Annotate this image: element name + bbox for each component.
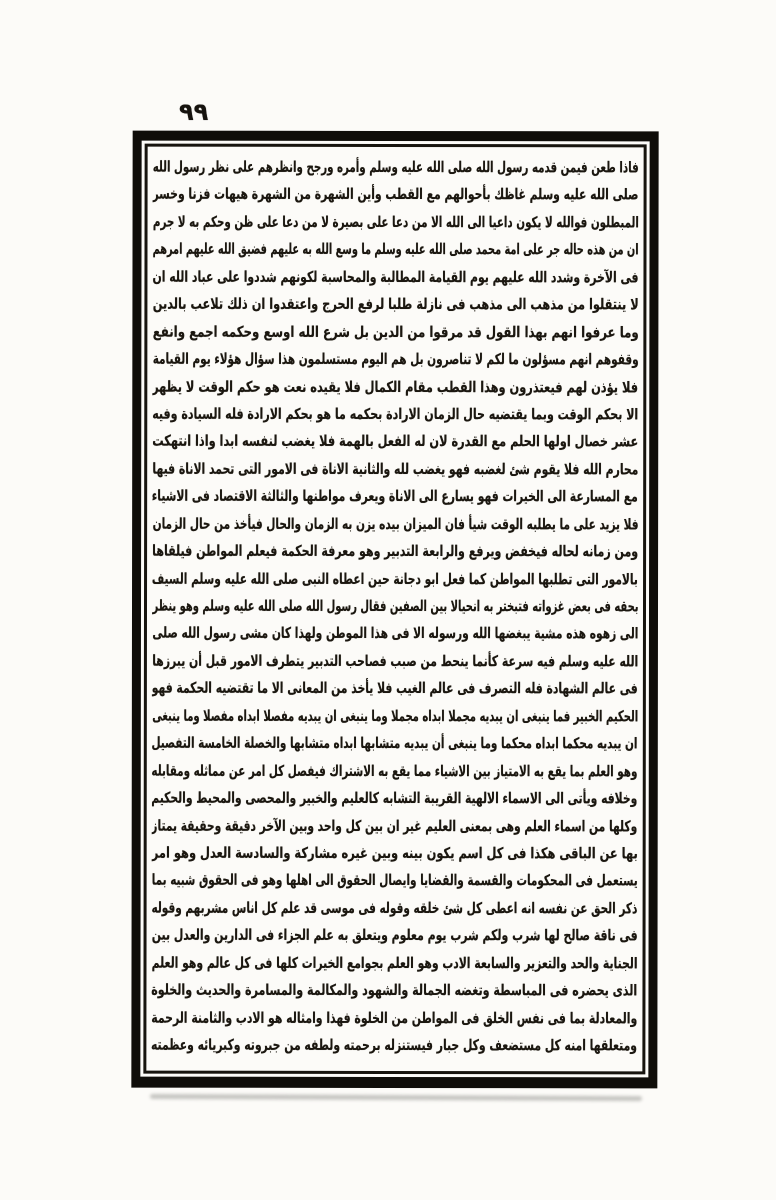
text-line: يستعمل فى المحكومات والقسمة والقضايا وايصال الحقوق الى اهلها وهو فى الحقوق شبيه بما [151,871,638,890]
text-line: ومن زمانه لحاله فيخفض ويرفع والرابعة التدبير وهو معرفة الحكمة فيعلم المواطن فيلقاها [152,541,639,561]
text-line: مع المسارعة الى الخيرات فهو يسارع الى الاناة ويعرف مواطنها والثالثة الاقتصاد فى الاشياء [152,486,639,506]
text-line: فاذا طعن فيمن قدمه رسول الله صلى الله عليه وسلم وأمره ورجح وانظرهم على نظر رسول الله [152,157,639,177]
text-line: لا ينتقلوا من مذهب الى مذهب فى نازلة طلبا لرفع الحرج واعتقدوا ان ذلك تلاعب بالدين [152,294,639,314]
text-line: وهو العلم بما يقع به الامتياز بين الاشياء مما يقع به الاشتراك فيفصل كل امر عن مماثله ومقابله [151,761,638,780]
text-line: وقفوهم انهم مسؤلون ما لكم لا تناصرون بل هم اليوم مستسلمون هذا سؤال هؤلاء يوم القيامة [152,349,639,369]
text-line: الى زهوه هذه مشية يبغضها الله ورسوله الا فى هذا الموطن ولهذا كان مشى رسول الله صلى [151,624,638,643]
text-line: وخلافه ويأتى الى الاسماء الالهية القريبة التشابه كالعليم والخبير والمحصى والمحيط والحكيم [151,788,638,808]
text-line: ذكر الحق عن نفسه انه اعطى كل شئ خلقه وقوله فى موسى قد علم كل اناس مشربهم وقوله [151,898,638,918]
text-line: ومتعلقها امنه كل مستضعف وكل جبار فيستنزله برحمته ولطفه من جبروته وكبريائه وعظمته [151,1035,638,1055]
page-number: ٩٩ [179,98,209,126]
text-line: الا بحكم الوقت وبما يقتضيه حال الزمان الارادة بحكمه ما هو بحكم الارادة فله السيادة وفيه [152,404,639,424]
text-line: بحقه فى بعض غزواته فتبختر به انحيالا بين الصفين فقال رسول الله صلى الله عليه وسلم وهو ينظر [152,596,639,616]
text-line: وكلها من اسماء العلم وهى بمعنى العليم غير ان بين كل واحد وبين الآخر دقيقة وحقيقة يمتاز [151,816,638,835]
text-line: ان من هذه حاله جر على امة محمد صلى الله عليه وسلم ما وسع الله به عليهم فضيق الله عليهم امرهم [152,239,639,259]
text-line: الجناية والحد والتعزير والسابعة الادب وهو العلم بجوامع الخيرات كلها فى كل عالم وهو العلم [151,953,638,973]
text-line: بالامور التى تطلبها المواطن كما فعل ابو دجانة حين اعطاه النبى صلى الله عليه وسلم السيف [152,569,639,588]
text-line: فلا يزيد على ما يطلبه الوقت شيأ فان الميزان بيده يزن به الزمان والحال فيأخذ من حال الزمان [152,514,639,534]
text-line: الحكيم الخبير فما ينبغى ان يبديه مجملا ابداه مجملا وما ينبغى ان يبديه مفصلا ابداه مفصلا وما ينبغى [151,706,638,726]
text-line: المبطلون فوالله لا يكون داعيا الى الله الا من دعا على بصيرة لا من دعا على ظن وحكم به لا جرم [152,212,639,232]
text-line: ان يبديه محكما ابداه محكما وما ينبغى أن يبديه متشابها ابداه متشابها والخصلة الخامسة التفصيل [151,733,638,753]
text-line: والمعادلة بما فى نفس الخلق فى المواطن من الخلوة فهذا وامثاله هو الادب والثامنة الرحمة [151,1008,638,1027]
text-frame-outer-border [131,131,658,1089]
text-line: بها عن الباقى هكذا فى كل اسم يكون بينه وبين غيره مشاركة والسادسة العدل وهو امر [151,843,638,863]
arabic-text-block [151,154,638,1068]
text-line: فلا يؤذن لهم فيعتذرون وهذا القطب مقام الكمال فلا يقيده نعت هو حكم الوقت لا يظهر [152,377,639,396]
text-line: فى عالم الشهادة فله التصرف فى عالم الغيب فلا يأخذ من المعانى الا ما تقتضيه الحكمة فهو [151,678,638,698]
text-line: فى الآخرة وشدد الله عليهم يوم القيامة المطالبة والمحاسبة لكونهم شددوا على عباد الله ان [152,267,639,287]
text-line: وما عرفوا انهم بهذا القول قد مرقوا من الدين بل شرع الله اوسع وحكمه اجمع وانفع [152,322,639,341]
text-line: الذى يحضره فى المباسطة وتغضه الجمالة والشهود والمكالمة والمسامرة والحديث والخلوة [151,980,638,1000]
text-frame-inner-border [143,144,646,1075]
text-line: صلى الله عليه وسلم غاظك بأحوالهم مع القطب وأين الشهرة من الشهرة هيهات فزنا وخسر [152,185,639,204]
text-line: محارم الله فلا يقوم شئ لغضبه فهو يغضب لله والثانية الاناة فى الامور التى تحمد الاناة فيها [152,459,639,479]
text-line: عشر خصال اولها الحلم مع القدرة لان له الفعل بالهمة فلا يغضب لنفسه ابدا واذا انتهكت [152,432,639,451]
scan-smudge-artifact [150,1094,642,1101]
text-line: الله عليه وسلم فيه سرعة كأنما ينحط من صبب فصاحب التدبير يتطرف الامور قبل أن يبرزها [151,651,638,671]
text-line: فى ناقة صالح لها شرب ولكم شرب يوم معلوم ويتعلق به علم الجزاء فى الدارين والعدل بين [151,925,638,945]
